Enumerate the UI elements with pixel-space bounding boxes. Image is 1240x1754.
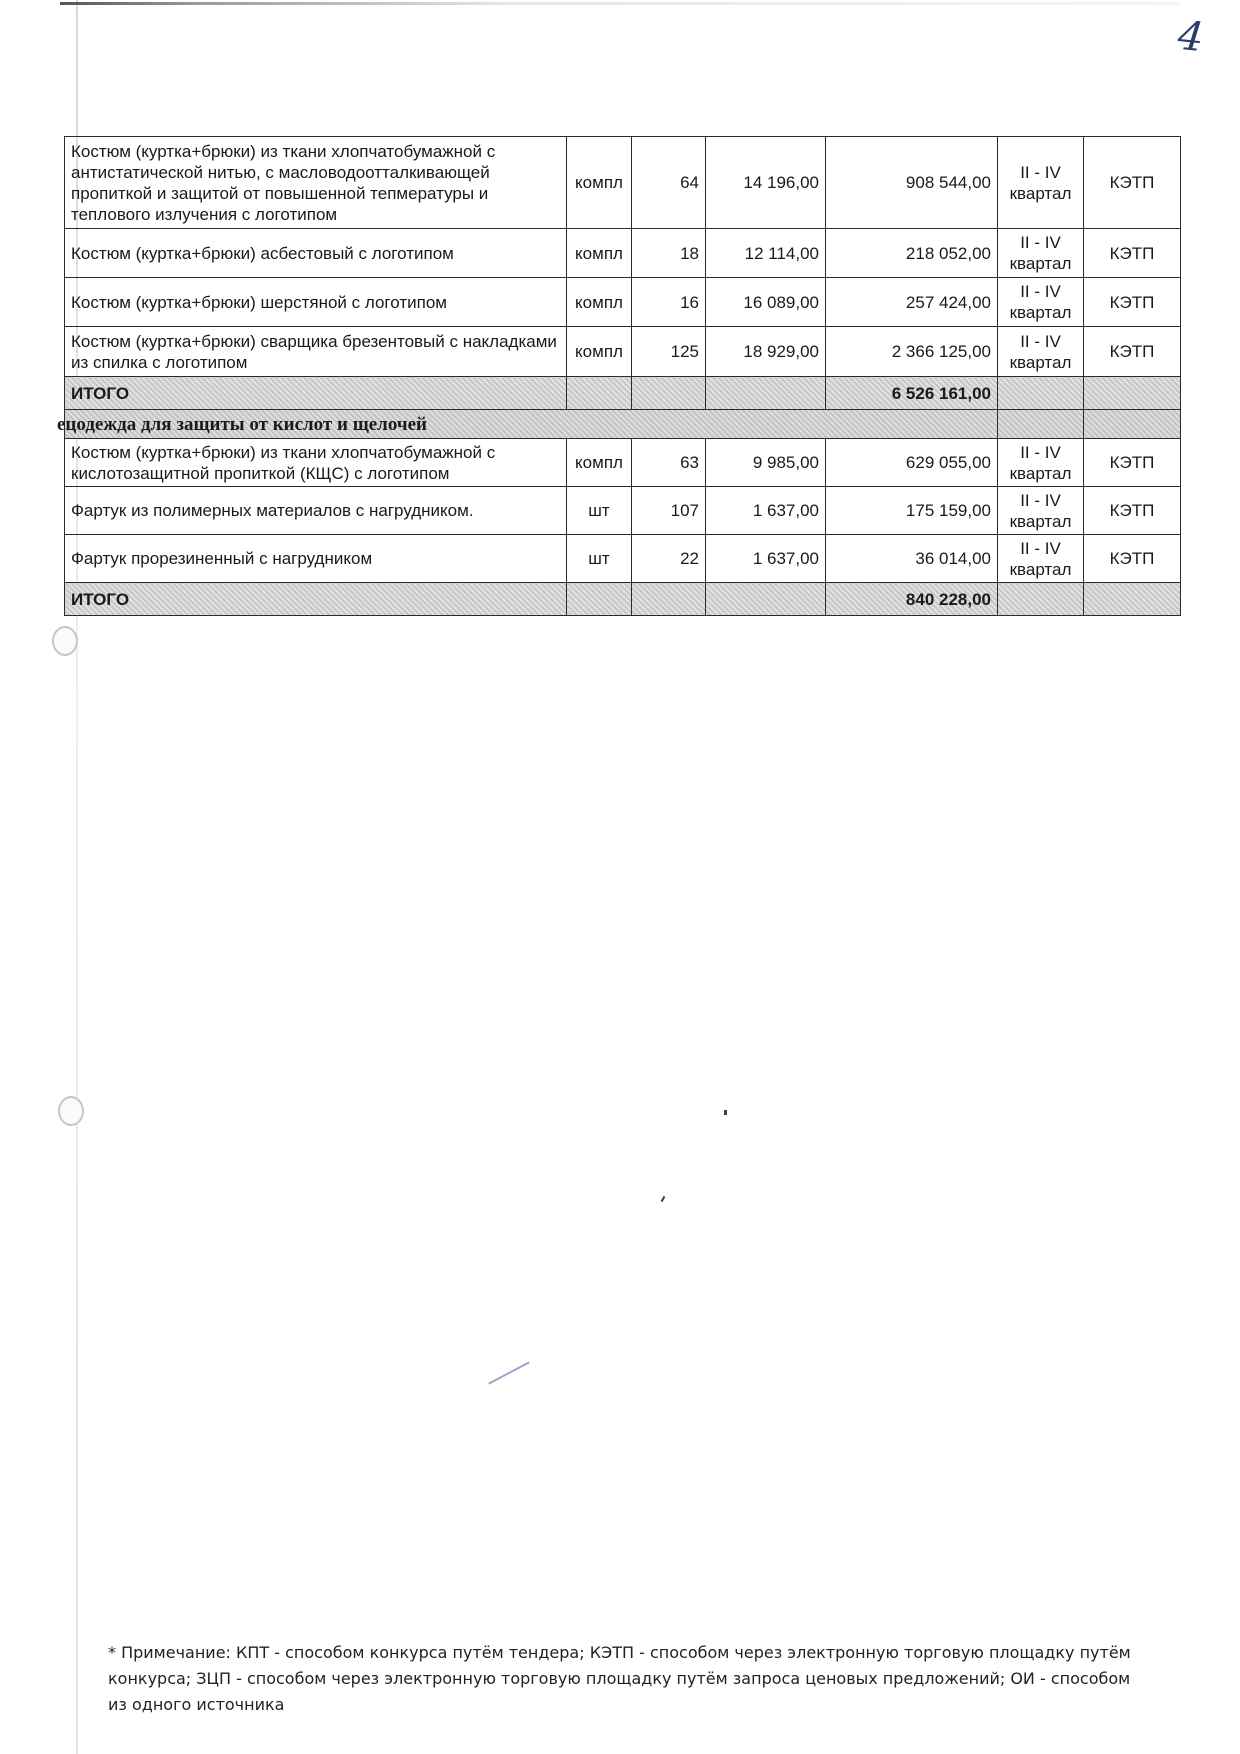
table-row	[65, 327, 1181, 377]
item-method: КЭТП	[1084, 487, 1181, 535]
item-unit: компл	[567, 137, 632, 229]
empty-cell	[1084, 583, 1181, 616]
item-period: II - IV квартал	[998, 137, 1084, 229]
punch-hole-icon	[52, 626, 78, 656]
item-quantity: 16	[632, 278, 706, 327]
section-title: ецодежда для защиты от кислот и щелочей	[57, 413, 427, 435]
empty-cell	[567, 583, 632, 616]
empty-cell	[632, 377, 706, 410]
item-price: 12 114,00	[706, 229, 826, 278]
item-method: КЭТП	[1084, 229, 1181, 278]
total-row	[65, 583, 1181, 616]
table-row	[65, 439, 1181, 487]
item-sum: 175 159,00	[826, 487, 998, 535]
item-quantity: 107	[632, 487, 706, 535]
punch-hole-icon	[58, 1096, 84, 1126]
item-description: Костюм (куртка+брюки) асбестовый с логотипом	[65, 229, 567, 278]
item-unit: шт	[567, 535, 632, 583]
item-description: Костюм (куртка+брюки) из ткани хлопчатобумажной с кислотозащитной пропиткой (КЩС) с логотипом	[65, 439, 567, 487]
item-unit: компл	[567, 229, 632, 278]
item-sum: 36 014,00	[826, 535, 998, 583]
item-quantity: 63	[632, 439, 706, 487]
item-period: II - IV квартал	[998, 278, 1084, 327]
item-sum: 908 544,00	[826, 137, 998, 229]
item-quantity: 125	[632, 327, 706, 377]
item-price: 18 929,00	[706, 327, 826, 377]
item-method: КЭТП	[1084, 439, 1181, 487]
item-method: КЭТП	[1084, 327, 1181, 377]
handwritten-page-number: 4	[1175, 12, 1206, 62]
scan-speck	[724, 1110, 727, 1115]
item-method: КЭТП	[1084, 137, 1181, 229]
item-description: Костюм (куртка+брюки) из ткани хлопчатобумажной с антистатической нитью, с масловодоотталкивающей пропиткой и защитой от повышенной тепмературы и теплового излучения с логотипом	[65, 137, 567, 229]
item-description: Костюм (куртка+брюки) шерстяной с логотипом	[65, 278, 567, 327]
item-sum: 629 055,00	[826, 439, 998, 487]
item-period: II - IV квартал	[998, 327, 1084, 377]
item-price: 14 196,00	[706, 137, 826, 229]
footnote: * Примечание: КПТ - способом конкурса путём тендера; КЭТП - способом через электронную торговую площадку путём конкурса; ЗЦП - способом через электронную торговую площадку путём запроса ценовых предложений; ОИ - способом из одного источника	[108, 1643, 1131, 1714]
empty-cell	[706, 377, 826, 410]
table-row	[65, 137, 1181, 229]
total-label: ИТОГО	[65, 377, 567, 410]
item-description: Фартук из полимерных материалов с нагрудником.	[65, 487, 567, 535]
empty-cell	[567, 377, 632, 410]
section-title-cell	[57, 410, 998, 439]
item-unit: шт	[567, 487, 632, 535]
table-row	[65, 487, 1181, 535]
item-price: 9 985,00	[706, 439, 826, 487]
item-unit: компл	[567, 278, 632, 327]
item-price: 16 089,00	[706, 278, 826, 327]
item-period: II - IV квартал	[998, 229, 1084, 278]
item-unit: компл	[567, 439, 632, 487]
total-label: ИТОГО	[65, 583, 567, 616]
item-sum: 2 366 125,00	[826, 327, 998, 377]
table-row	[65, 229, 1181, 278]
item-unit: компл	[567, 327, 632, 377]
empty-cell	[1084, 410, 1181, 439]
table-row	[65, 535, 1181, 583]
empty-cell	[706, 583, 826, 616]
empty-cell	[632, 583, 706, 616]
item-price: 1 637,00	[706, 535, 826, 583]
item-description: Костюм (куртка+брюки) сварщика брезентовый с накладками из спилка с логотипом	[65, 327, 567, 377]
item-price: 1 637,00	[706, 487, 826, 535]
scan-edge-top	[60, 2, 1180, 5]
item-method: КЭТП	[1084, 278, 1181, 327]
item-period: II - IV квартал	[998, 535, 1084, 583]
procurement-table	[57, 136, 1181, 616]
empty-cell	[998, 377, 1084, 410]
item-method: КЭТП	[1084, 535, 1181, 583]
section-header-row	[65, 410, 1181, 439]
item-quantity: 18	[632, 229, 706, 278]
item-sum: 218 052,00	[826, 229, 998, 278]
item-sum: 257 424,00	[826, 278, 998, 327]
item-period: II - IV квартал	[998, 439, 1084, 487]
scan-speck	[488, 1361, 530, 1384]
empty-cell	[998, 583, 1084, 616]
empty-cell	[1084, 377, 1181, 410]
total-row	[65, 377, 1181, 410]
total-sum: 840 228,00	[826, 583, 998, 616]
empty-cell	[998, 410, 1084, 439]
item-period: II - IV квартал	[998, 487, 1084, 535]
total-sum: 6 526 161,00	[826, 377, 998, 410]
item-quantity: 22	[632, 535, 706, 583]
item-quantity: 64	[632, 137, 706, 229]
item-description: Фартук прорезиненный с нагрудником	[65, 535, 567, 583]
table-row	[65, 278, 1181, 327]
scan-speck	[661, 1196, 666, 1202]
